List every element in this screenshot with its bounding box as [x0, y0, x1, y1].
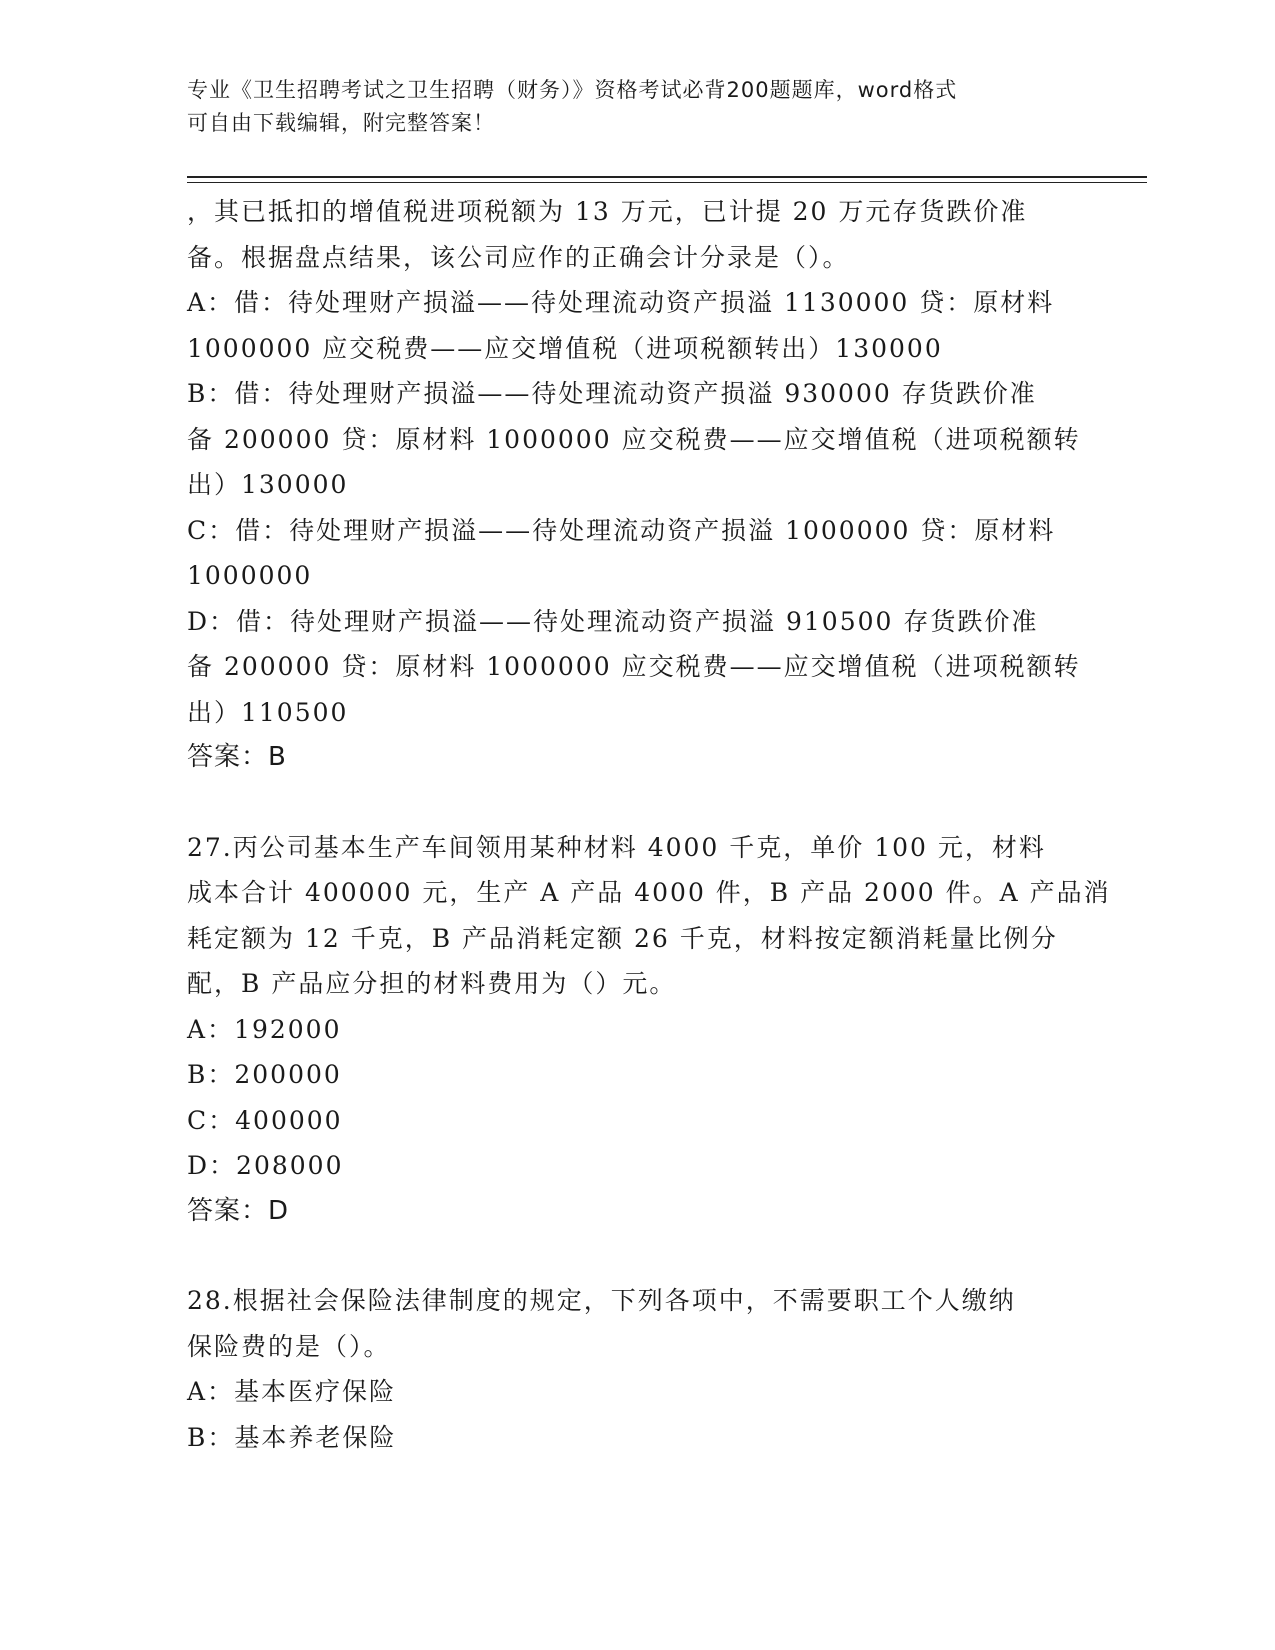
question-stem-line: 保险费的是（）。: [187, 1331, 391, 1361]
option-c-continued: 1000000: [187, 561, 313, 590]
option-b-continued: 出）130000: [187, 470, 349, 499]
question-27: [187, 825, 1111, 1235]
option-d-continued: 备 200000 贷：原材料 1000000 应交税费——应交增值税（进项税额转: [187, 652, 1081, 681]
question-stem-line: 备。根据盘点结果，该公司应作的正确会计分录是（）。: [187, 242, 850, 272]
question-stem-line: 成本合计 400000 元，生产 A 产品 4000 件，B 产品 2000 件。A 产品消: [187, 878, 1111, 907]
question-26: [187, 189, 1087, 781]
question-stem-line: ，其已抵扣的增值税进项税额为 13 万元，已计提 20 万元存货跌价准: [187, 197, 1028, 226]
header-title-line-1: 专业《卫生招聘考试之卫生招聘（财务）》资格考试必背200题题库，word格式: [187, 78, 958, 102]
document-body: [187, 189, 1111, 1460]
option-b: B：基本养老保险: [187, 1422, 397, 1452]
option-a-continued: 1000000 应交税费——应交增值税（进项税额转出）130000: [187, 333, 943, 363]
option-b-continued: 备 200000 贷：原材料 1000000 应交税费——应交增值税（进项税额转: [187, 424, 1081, 454]
question-spacer: [187, 1234, 1087, 1278]
question-stem-line: 耗定额为 12 千克，B 产品消耗定额 26 千克，材料按定额消耗量比例分: [187, 923, 1058, 953]
answer-label: 答案：B: [187, 742, 287, 772]
page-header: [187, 74, 1087, 140]
header-divider-thin: [187, 182, 1147, 183]
header-title-line-2: 可自由下载编辑，附完整答案！: [187, 111, 495, 135]
option-b: B：借：待处理财产损溢——待处理流动资产损溢 930000 存货跌价准: [187, 379, 1037, 408]
question-stem-line: 27.丙公司基本生产车间领用某种材料 4000 千克，单价 100 元，材料: [187, 832, 1046, 862]
option-a: A：192000: [187, 1014, 342, 1044]
answer-label: 答案：D: [187, 1195, 290, 1226]
option-d: D：208000: [187, 1151, 344, 1180]
question-28: [187, 1278, 1087, 1460]
option-d-continued: 出）110500: [187, 697, 349, 727]
option-b: B：200000: [187, 1060, 342, 1089]
question-stem-line: 28.根据社会保险法律制度的规定，下列各项中，不需要职工个人缴纳: [187, 1286, 1016, 1315]
option-a: A：基本医疗保险: [187, 1377, 397, 1406]
option-c: C：400000: [187, 1105, 343, 1135]
option-d: D：借：待处理财产损溢——待处理流动资产损溢 910500 存货跌价准: [187, 606, 1039, 636]
header-divider-thick: [187, 176, 1147, 178]
question-spacer: [187, 781, 1087, 825]
question-stem-line: 配，B 产品应分担的材料费用为（）元。: [187, 969, 677, 998]
option-a: A：借：待处理财产损溢——待处理流动资产损溢 1130000 贷：原材料: [187, 288, 1055, 317]
option-c: C：借：待处理财产损溢——待处理流动资产损溢 1000000 贷：原材料: [187, 515, 1056, 545]
